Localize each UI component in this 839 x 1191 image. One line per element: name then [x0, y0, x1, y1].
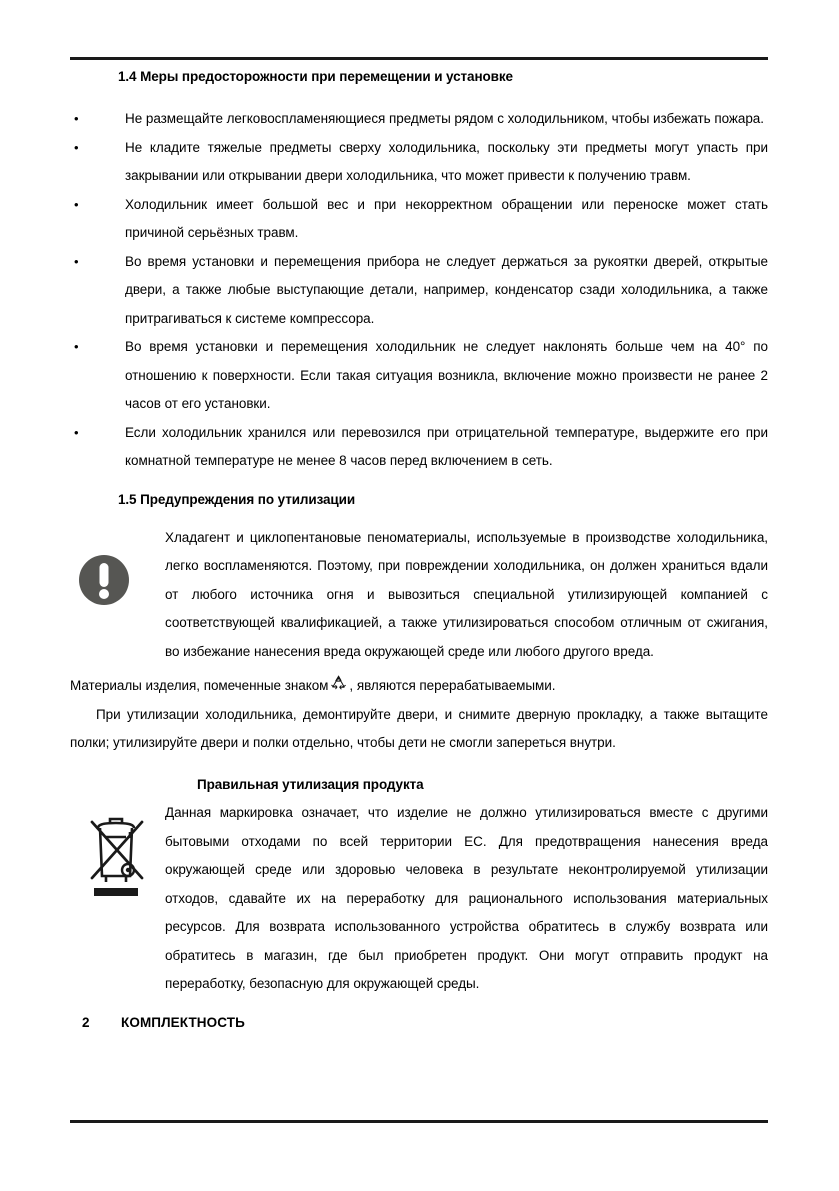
- recycle-marking-paragraph: [70, 672, 768, 701]
- list-item: • Если холодильник хранился или перевозился при отрицательной температуре, выдержите его при комнатной температуре не менее 8 часов перед включением в сеть.: [70, 419, 768, 476]
- heading-correct-disposal: Правильная утилизация продукта: [197, 776, 424, 792]
- weee-block: [70, 771, 768, 999]
- recycle-text-after: , являются перерабатываемыми.: [349, 678, 556, 693]
- precautions-list: [70, 105, 768, 476]
- page-content: [70, 66, 768, 1034]
- section-number: 2: [82, 1014, 90, 1030]
- dismantle-paragraph: При утилизации холодильника, демонтируйте двери, и снимите дверную прокладку, а также вытащите полки; утилизируйте двери и полки отдельно, чтобы дети не смогли запереться внутри.: [70, 706, 768, 750]
- recycle-text-before: Материалы изделия, помеченные знаком: [70, 678, 329, 693]
- header-rule: [70, 57, 768, 60]
- list-item: • Не размещайте легковоспламеняющиеся предметы рядом с холодильником, чтобы избежать пожара.: [70, 105, 768, 134]
- list-item: • Не кладите тяжелые предметы сверху холодильника, поскольку эти предметы могут упасть при закрывании или открывании двери холодильника, что может привести к получению травм.: [70, 134, 768, 191]
- crossed-out-wheelie-bin-icon: [84, 804, 148, 900]
- list-item: • Во время установки и перемещения холодильник не следует наклонять больше чем на 40° по отношению к поверхности. Если такая ситуация возникла, включение можно произвести не ранее 2 часов от его установки.: [70, 333, 768, 419]
- heading-section-2: [70, 1012, 768, 1034]
- weee-paragraph: Данная маркировка означает, что изделие не должно утилизироваться вместе с другими бытовыми отходами по всей территории ЕС. Для предотвращения нанесения вреда окружающей среде или здоровью человека в результате неконтролируемой утилизации отходов, сдавайте их на переработку для рационального использования материальных ресурсов. Для возврата использованного устройства обратитесь в службу возврата или обратитесь в магазин, где был приобретен продукт. Они могут отправить продукт на переработку, безопасную для окружающей среды.: [165, 805, 768, 991]
- warning-block: [70, 524, 768, 667]
- footer-rule: [70, 1120, 768, 1123]
- heading-section-1-4: 1.4 Меры предосторожности при перемещении и установке: [118, 69, 513, 84]
- section-title: КОМПЛЕКТНОСТЬ: [121, 1014, 245, 1030]
- list-item: • Холодильник имеет большой вес и при некорректном обращении или переноске может стать причиной серьёзных травм.: [70, 191, 768, 248]
- recycling-symbol-icon: [329, 675, 348, 692]
- warning-paragraph: Хладагент и циклопентановые пеноматериалы, используемые в производстве холодильника, легко воспламеняются. Поэтому, при повреждении холодильника, он должен храниться вдали от любого источника огня и вывозиться специальной утилизирующей компанией с соответствующей квалификацией, а также утилизироваться способом отличным от сжигания, во избежание нанесения вреда окружающей среде или любого другого вреда.: [165, 529, 768, 659]
- list-item: • Во время установки и перемещения прибора не следует держаться за рукоятки дверей, открытые двери, а также любые выступающие детали, например, конденсатор сзади холодильника, а также притрагиваться к системе компрессора.: [70, 248, 768, 334]
- heading-section-1-5: 1.5 Предупреждения по утилизации: [118, 491, 356, 507]
- warning-exclamation-icon: [78, 554, 130, 606]
